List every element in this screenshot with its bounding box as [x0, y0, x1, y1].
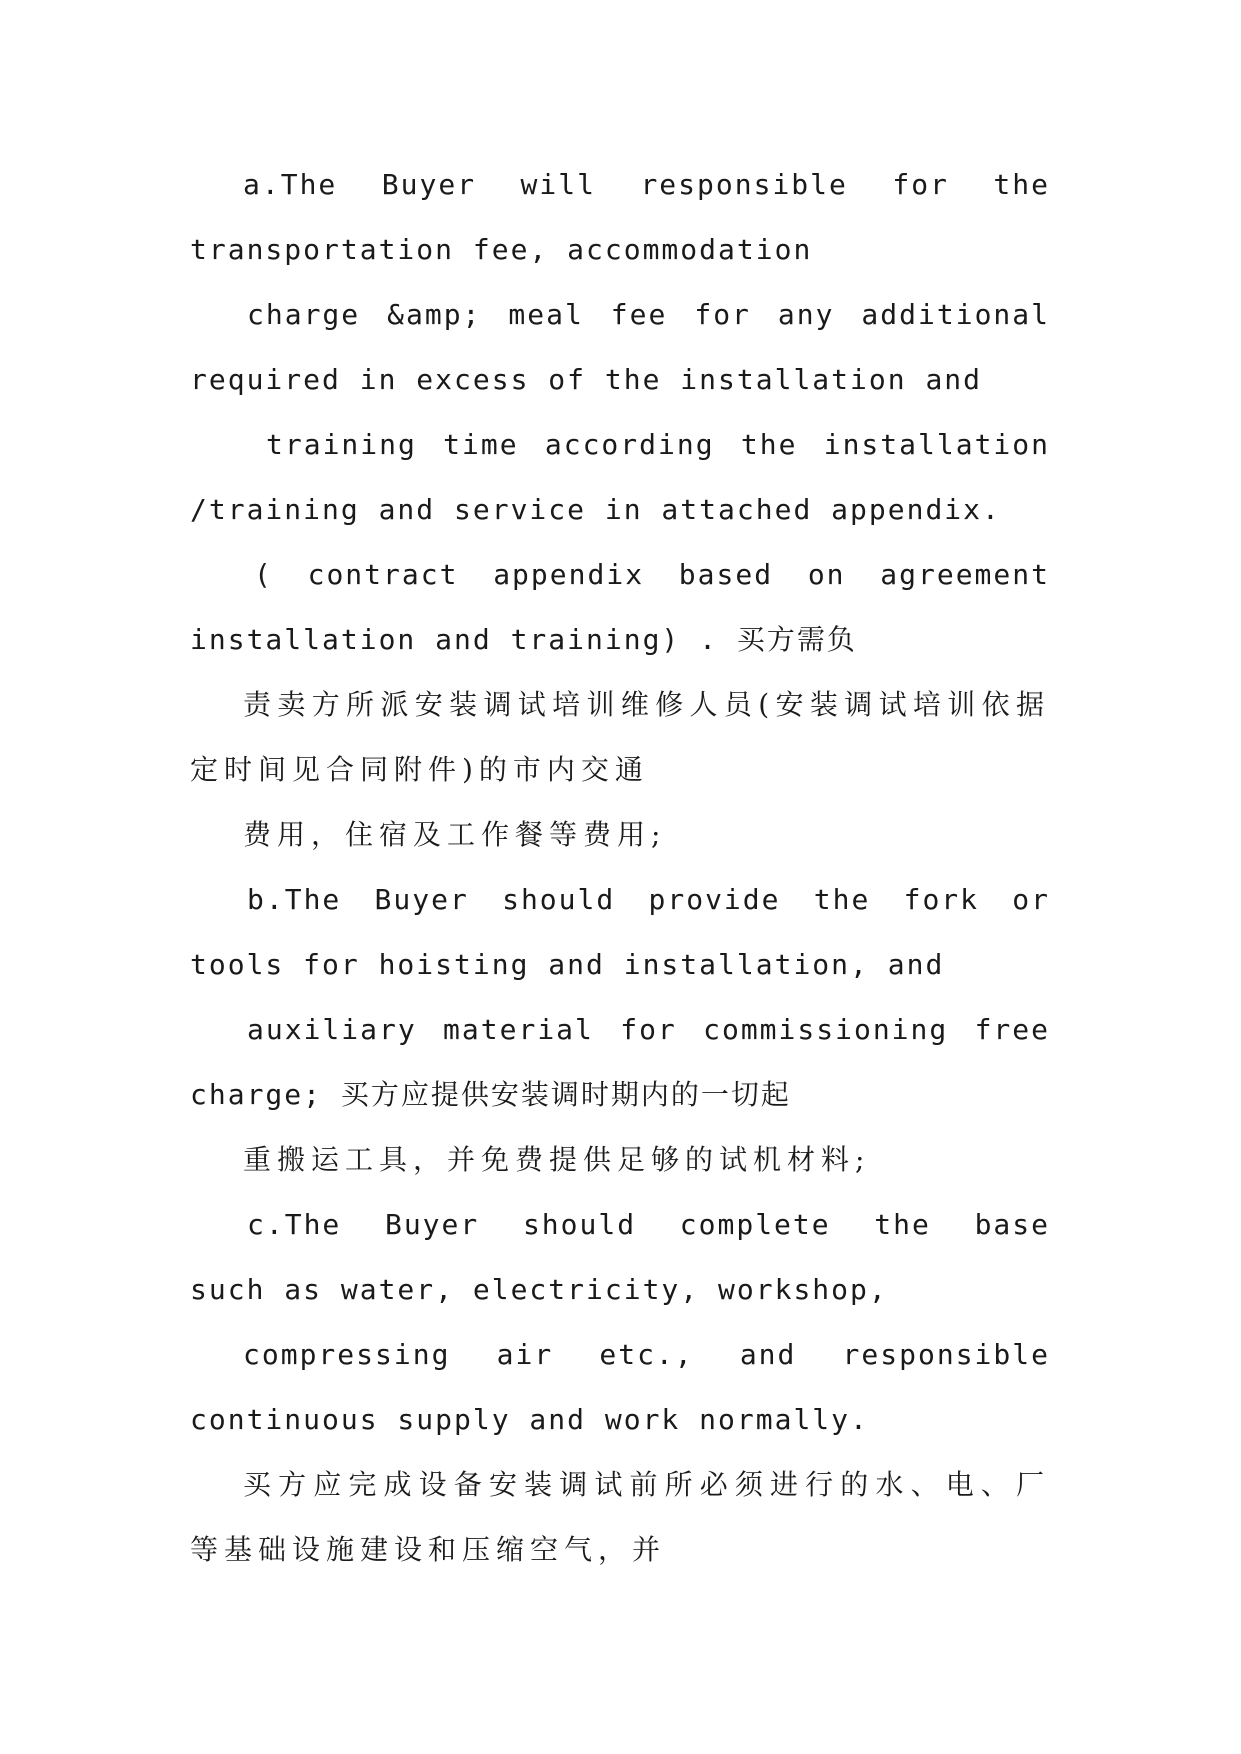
- clause-a-line-2: transportation fee, accommodation: [190, 233, 813, 266]
- clause-a-cn-line-2: 定时间见合同附件)的市内交通: [190, 753, 649, 786]
- contract-clause-text: [190, 152, 1050, 1582]
- clause-b-line-2: tools for hoisting and installation, and: [190, 948, 945, 981]
- clause-a-cn-line-1: 责卖方所派安装调试培训维修人员(安装调试培训依据: [243, 688, 1050, 721]
- clause-c-cn-line-2: 等基础设施建设和压缩空气，并: [190, 1533, 667, 1566]
- clause-a-line-7: ( contract appendix based on agreement: [254, 558, 1050, 591]
- clause-a-line-8: installation and training) . 买方需负: [190, 623, 857, 656]
- clause-b-line-3: auxiliary material for commissioning free: [247, 1013, 1050, 1046]
- clause-c-cn-line-1: 买方应完成设备安装调试前所必须进行的水、电、厂: [243, 1468, 1050, 1501]
- clause-c-line-3: compressing air etc., and responsible: [243, 1338, 1050, 1371]
- clause-c-line-1: c.The Buyer should complete the base: [247, 1208, 1050, 1241]
- clause-c-line-4: continuous supply and work normally.: [190, 1403, 869, 1436]
- clause-a-line-3: charge &amp; meal fee for any additional: [247, 298, 1050, 331]
- clause-a-line-6: /training and service in attached appendix.: [190, 493, 1001, 526]
- clause-a-line-1: a.The Buyer will responsible for the: [243, 168, 1050, 201]
- clause-a-cn-line-3: 费用，住宿及工作餐等费用;: [243, 818, 667, 851]
- clause-b-line-4: charge; 买方应提供安装调时期内的一切起: [190, 1078, 791, 1111]
- clause-b-line-1: b.The Buyer should provide the fork or: [247, 883, 1050, 916]
- clause-b-cn-line-1: 重搬运工具，并免费提供足够的试机材料;: [243, 1143, 871, 1176]
- clause-a-line-4: required in excess of the installation and: [190, 363, 983, 396]
- clause-a-line-5: training time according the installation: [266, 428, 1050, 461]
- clause-c-line-2: such as water, electricity, workshop,: [190, 1273, 888, 1306]
